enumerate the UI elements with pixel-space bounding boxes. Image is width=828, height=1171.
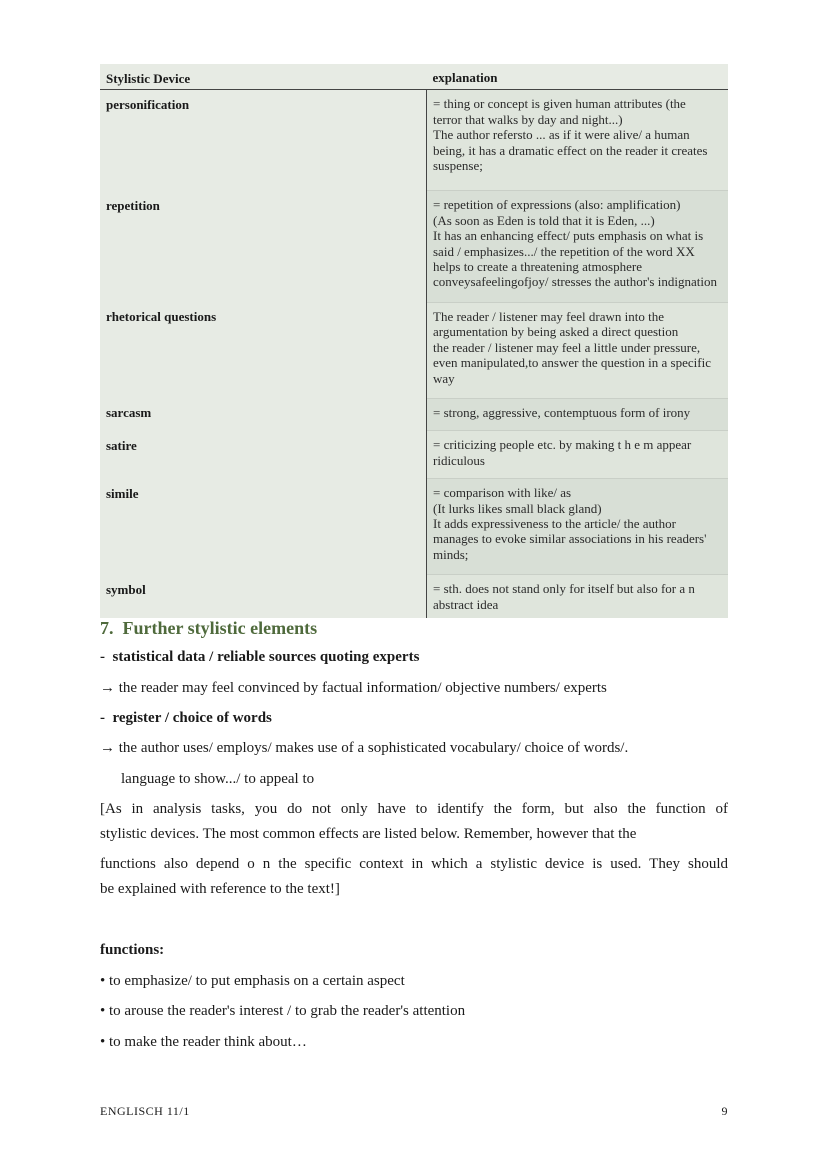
device-cell (100, 575, 427, 618)
device-cell (100, 398, 427, 430)
explanation-line: being, it has a dramatic effect on the reader it creates (433, 142, 708, 158)
function-item: • to emphasize/ to put emphasis on a certain aspect (100, 973, 405, 989)
explanation-cell (427, 431, 729, 479)
explanation-line: = strong, aggressive, contemptuous form of irony (433, 404, 691, 420)
explanation-line: suspense; (433, 158, 483, 174)
table-row (100, 90, 728, 191)
explanation-line: helps to create a threatening atmosphere (433, 259, 642, 275)
explanation-line: = criticizing people etc. by making t h e m appear (433, 437, 692, 453)
explanation-line: The reader / listener may feel drawn into the (433, 308, 665, 324)
explanation-line: way (433, 370, 455, 386)
note-line-2: stylistic devices. The most common effects are listed below. Remember, however that the (100, 826, 637, 842)
explanation-cell (427, 398, 729, 430)
explanation-line: even manipulated,to answer the question in a specific (433, 355, 711, 371)
explanation-cell (427, 479, 729, 575)
explanation-line: = thing or concept is given human attributes (the (433, 96, 686, 112)
explanation-line: ridiculous (433, 452, 485, 468)
section-heading: 7. Further stylistic elements (100, 618, 318, 638)
table-row (100, 398, 728, 430)
device-term: personification (106, 97, 190, 113)
device-term: simile (106, 485, 139, 501)
functions-title: functions: (100, 942, 165, 958)
note-line-4: be explained with reference to the text!] (100, 881, 340, 897)
explanation-cell (427, 302, 729, 398)
explanation-line: (It lurks likes small black gland) (433, 500, 602, 516)
device-cell (100, 191, 427, 302)
explanation-line: minds; (433, 546, 469, 562)
explanation-cell (427, 191, 729, 302)
explanation-line: terror that walks by day and night...) (433, 111, 623, 127)
note-line-3: functions also depend o n the specific context in which a stylistic device is used. They should (100, 856, 728, 872)
device-term: rhetorical questions (106, 309, 217, 325)
explanation-line: (As soon as Eden is told that it is Eden, ...) (433, 212, 655, 228)
explanation-cell (427, 575, 729, 618)
footer-course-label: ENGLISCH 11/1 (100, 1104, 190, 1118)
explanation-line: It has an enhancing effect/ puts emphasis on what is (433, 228, 704, 244)
explanation-line: = sth. does not stand only for itself but also for a n (433, 581, 695, 597)
device-cell (100, 90, 427, 191)
explanation-line: The author refersto ... as if it were alive/ a human (433, 127, 690, 143)
device-cell (100, 479, 427, 575)
device-term: repetition (106, 197, 160, 213)
device-cell (100, 431, 427, 479)
item-statistical-data-title: - statistical data / reliable sources quoting experts (100, 649, 420, 665)
table-header-row (100, 64, 728, 90)
header-stylistic-device: Stylistic Device (100, 64, 427, 90)
table-body (100, 90, 728, 618)
explanation-line: said / emphasizes.../ the repetition of the word XX (433, 243, 695, 259)
function-item: • to make the reader think about… (100, 1034, 307, 1050)
explanation-line: = repetition of expressions (also: amplification) (433, 197, 681, 213)
explanation-line: argumentation by being asked a direct question (433, 324, 679, 340)
table-row (100, 302, 728, 398)
explanation-line: the reader / listener may feel a little under pressure, (433, 339, 701, 355)
device-term: symbol (106, 581, 146, 597)
item-statistical-data-text: → the reader may feel convinced by factual information/ objective numbers/ experts (100, 680, 607, 696)
device-cell (100, 302, 427, 398)
item-register-title: - register / choice of words (100, 710, 272, 726)
footer-page-number: 9 (721, 1104, 728, 1118)
device-term: sarcasm (106, 405, 152, 421)
device-term: satire (106, 437, 137, 453)
explanation-line: manages to evoke similar associations in his readers' (433, 531, 707, 547)
table-row (100, 479, 728, 575)
function-item: • to arouse the reader's interest / to grab the reader's attention (100, 1003, 466, 1019)
explanation-line: abstract idea (433, 596, 499, 612)
explanation-line: It adds expressiveness to the article/ the author (433, 515, 676, 531)
header-explanation: explanation (427, 64, 729, 90)
item-register-continuation: language to show.../ to appeal to (121, 771, 315, 787)
table-row (100, 191, 728, 302)
stylistic-devices-table (100, 64, 728, 618)
explanation-cell (427, 90, 729, 191)
table-row (100, 431, 728, 479)
note-line-1: [As in analysis tasks, you do not only have to identify the form, but also the function of (100, 801, 728, 817)
item-register-text: → the author uses/ employs/ makes use of a sophisticated vocabulary/ choice of words/. (100, 740, 629, 756)
explanation-line: conveysafeelingofjoy/ stresses the author's indignation (433, 274, 717, 290)
explanation-line: = comparison with like/ as (433, 485, 572, 501)
table-row (100, 575, 728, 618)
